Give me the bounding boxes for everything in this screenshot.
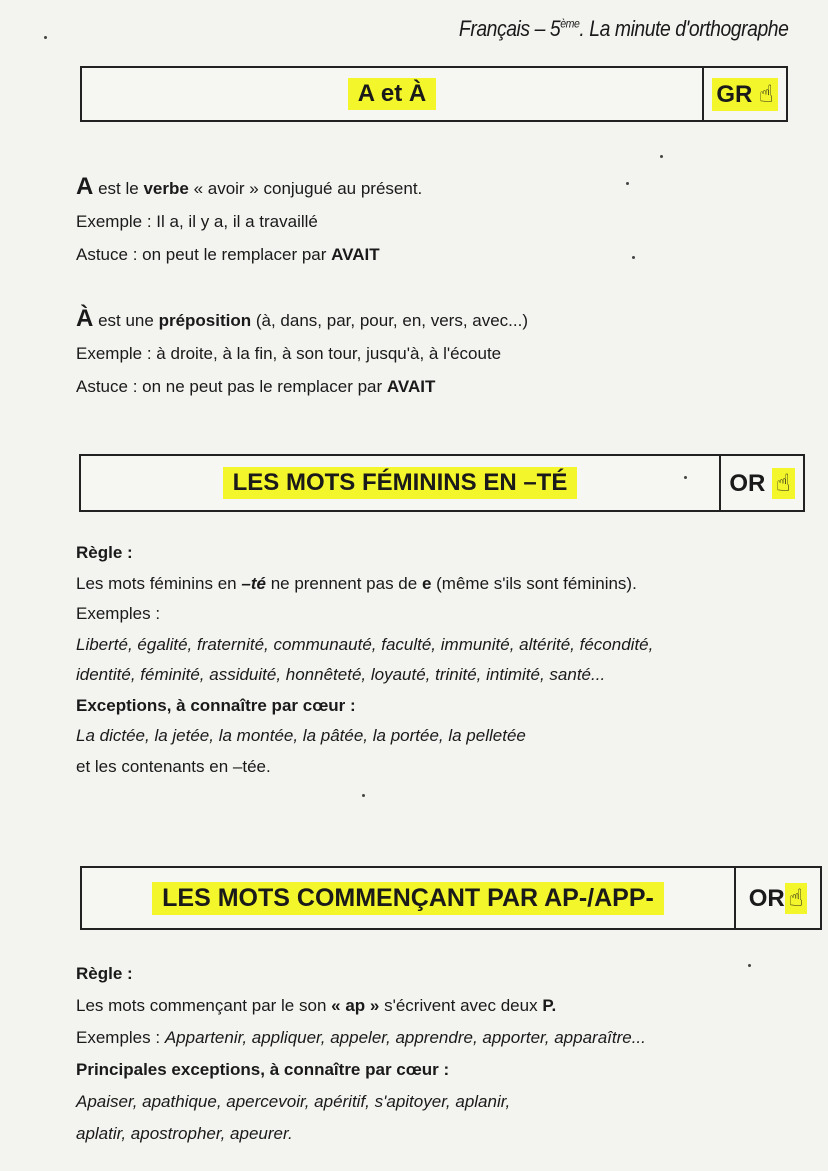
te-exceptions-line-2: et les contenants en –tée. [76, 756, 271, 776]
speck [362, 794, 365, 797]
ap-rule-label-text: Règle : [76, 964, 133, 983]
te-exceptions-line-1 [76, 721, 653, 752]
agrave-text-2: (à, dans, par, pour, en, vers, avec...) [255, 311, 529, 330]
speck [44, 36, 47, 39]
te-rule [76, 569, 653, 600]
speck [748, 964, 751, 967]
te-rule-label-text: Règle : [76, 543, 133, 562]
ap-examples-text: Appartenir, appliquer, appeler, apprendre, apporter, apparaître... [164, 1028, 646, 1047]
ap-rule-sound: « ap » [331, 996, 380, 1015]
hand-pointer-icon: ☝ [772, 468, 795, 499]
a-letter: A [76, 173, 94, 200]
te-exceptions-label-text: Exceptions, à connaître par cœur : [76, 695, 356, 715]
ap-examples [76, 1022, 646, 1054]
agrave-example: Exemple : à droite, à la fin, à son tour, jusqu'à, à l'écoute [76, 344, 502, 363]
header-sup: ème [559, 16, 579, 31]
te-examples-2: identité, féminité, assiduité, honnêteté, loyauté, trinité, intimité, santé... [76, 665, 606, 684]
a-example: Exemple : Il a, il y a, il a travaillé [76, 212, 318, 231]
section-te-code-cell [721, 456, 803, 510]
a-text-2: « avoir » conjugué au présent. [193, 179, 423, 198]
section-ap-code-badge [749, 884, 808, 913]
ap-rule-2: s'écrivent avec deux [384, 996, 538, 1015]
te-examples-line-2 [76, 660, 653, 691]
speck [632, 256, 635, 259]
agrave-tip-text: Astuce : on ne peut pas le remplacer par [76, 377, 383, 396]
section-a-code: GR [716, 80, 753, 108]
agrave-preposition-word: préposition [158, 311, 252, 330]
agrave-text-1: est une [98, 311, 154, 330]
section-te-title: LES MOTS FÉMININS EN –TÉ [223, 467, 578, 499]
ap-rule-p: P. [542, 996, 557, 1015]
section-ap-title-cell [82, 868, 736, 928]
header-title: . La minute d'orthographe [578, 16, 788, 41]
te-examples-label: Exemples : [76, 604, 161, 623]
ap-exceptions-line-1 [76, 1086, 646, 1118]
te-rule-3: (même s'ils sont féminins). [436, 573, 637, 593]
section-ap-code-cell [736, 868, 820, 928]
section-te-title-box [79, 454, 805, 512]
section-a-code-cell [704, 68, 786, 120]
section-te-title-cell [81, 456, 721, 510]
te-rule-suffix: –té [241, 573, 266, 593]
te-examples-1: Liberté, égalité, fraternité, communauté, faculté, immunité, altérité, fécondité, [76, 634, 654, 654]
te-rule-e: e [421, 573, 432, 593]
section-ap-code: OR [748, 884, 785, 912]
te-examples-line-1 [76, 630, 653, 661]
a-text-1: est le [98, 179, 139, 198]
section-a-preposition-block [76, 302, 528, 403]
section-a-title-box [80, 66, 788, 122]
header-subject: Français – 5 [458, 16, 560, 41]
speck [684, 476, 687, 479]
agrave-tip-bold: AVAIT [386, 377, 436, 396]
te-rule-label [76, 538, 653, 569]
ap-rule-1: Les mots commençant par le son [76, 996, 327, 1015]
a-tip [76, 238, 422, 271]
section-ap-body [76, 958, 646, 1150]
agrave-tip [76, 370, 528, 403]
section-ap-title: LES MOTS COMMENÇANT PAR AP-/APP- [152, 882, 664, 915]
ap-exceptions-line-2 [76, 1118, 646, 1150]
te-rule-1: Les mots féminins en [76, 573, 237, 593]
section-ap-title-box [80, 866, 822, 930]
hand-pointer-icon: ☝ [785, 883, 808, 914]
agrave-definition [76, 302, 528, 337]
a-tip-text: Astuce : on peut le remplacer par [76, 245, 327, 264]
ap-exceptions-1: Apaiser, apathique, apercevoir, apéritif, s'apitoyer, aplanir, [76, 1092, 511, 1111]
section-a-title-cell [82, 68, 704, 120]
agrave-letter: À [76, 305, 94, 332]
a-tip-bold: AVAIT [331, 245, 380, 264]
section-a-verb-block [76, 170, 422, 271]
ap-exceptions-2: aplatir, apostropher, apeurer. [76, 1124, 293, 1143]
section-te-body [76, 538, 653, 782]
a-definition [76, 170, 422, 205]
page-header [458, 16, 788, 42]
ap-rule [76, 990, 646, 1022]
ap-exceptions-label [76, 1054, 646, 1086]
section-te-code: OR [729, 469, 766, 497]
section-te-code-badge [729, 469, 794, 498]
ap-exceptions-label-text: Principales exceptions, à connaître par cœur : [76, 1060, 450, 1079]
te-exceptions-label [76, 691, 653, 722]
hand-pointer-icon: ☝ [759, 80, 774, 108]
ap-rule-label [76, 958, 646, 990]
section-a-code-badge [712, 78, 777, 111]
section-a-title: A et À [348, 78, 436, 110]
te-exceptions-1: La dictée, la jetée, la montée, la pâtée, la portée, la pelletée [76, 726, 526, 745]
speck [660, 155, 663, 158]
a-verb-word: verbe [143, 179, 189, 198]
speck [626, 182, 629, 185]
te-rule-2: ne prennent pas de [270, 573, 418, 593]
ap-examples-label: Exemples : [76, 1028, 161, 1047]
